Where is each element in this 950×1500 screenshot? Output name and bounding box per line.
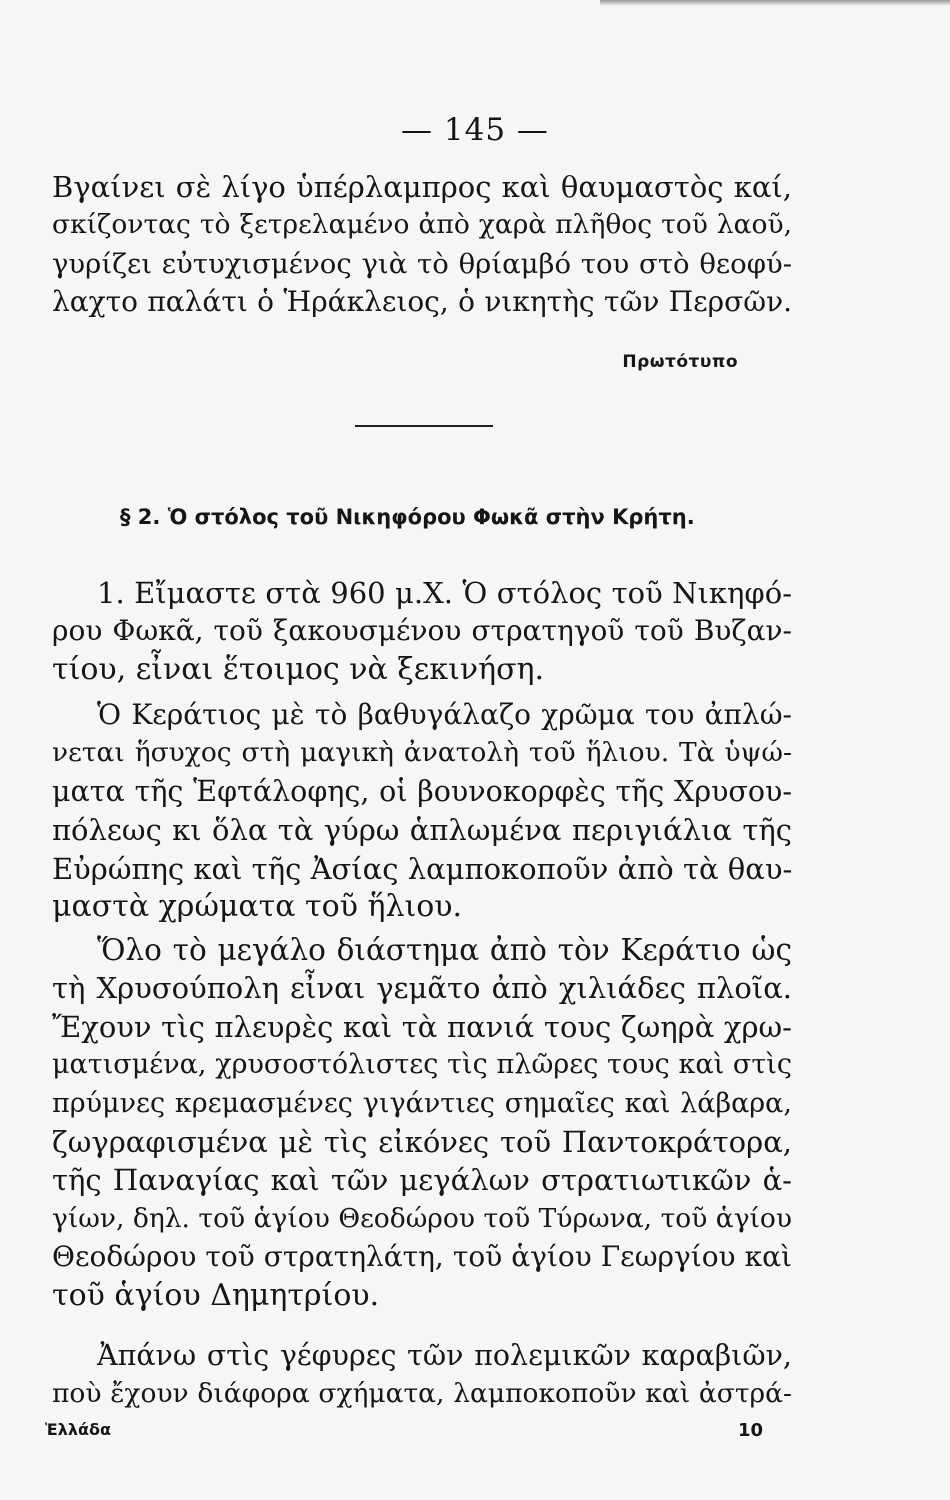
text-line: λαχτο παλάτι ὁ Ἡράκλειος, ὁ νικητὴς τῶν Περσῶν. [52,285,792,319]
text-line: ρου Φωκᾶ, τοῦ ξακουσμένου στρατηγοῦ τοῦ Βυζαν- [52,614,792,648]
footer-book-title: Ἑλλάδα [45,1420,111,1439]
text-line: ποὺ ἔχουν διάφορα σχήματα, λαμποκοποῦν καὶ ἀστρά- [52,1378,792,1410]
text-line: ζωγραφισμένα μὲ τὶς εἰκόνες τοῦ Παντοκράτορα, [52,1124,792,1159]
text-line: μαστὰ χρώματα τοῦ ἥλιου. [52,888,463,924]
text-line: ματισμένα, χρυσοστόλιστες τὶς πλῶρες τους καὶ στὶς [52,1049,792,1081]
paragraph-2 [52,696,792,926]
text-line: Ἀπάνω στὶς γέφυρες τῶν πολεμικῶν καραβιῶν, [97,1339,792,1372]
text-line: τῆς Παναγίας καὶ τῶν μεγάλων στρατιωτικῶν ἁ- [52,1163,792,1198]
text-line: πόλεως κι ὅλα τὰ γύρω ἁπλωμένα περιγιάλια τῆς [52,813,792,848]
intro-paragraph [52,168,792,322]
text-line: τοῦ ἁγίου Δημητρίου. [52,1277,380,1313]
source-caption: Πρωτότυπο [622,352,738,372]
text-line: τὴ Χρυσούπολη εἶναι γεμᾶτο ἀπὸ χιλιάδες πλοῖα. [52,971,792,1006]
text-line: Βγαίνει σὲ λίγο ὑπέρλαμπρος καὶ θαυμαστὸς καί, [52,170,792,204]
text-line: γυρίζει εὐτυχισμένος γιὰ τὸ θρίαμβό του στὸ θεοφύ- [52,247,792,280]
text-line: νεται ἥσυχος στὴ μαγικὴ ἀνατολὴ τοῦ ἥλιου. Τὰ ὑψώ- [52,737,792,769]
text-line: Εὐρώπης καὶ τῆς Ἀσίας λαμποκοποῦν ἀπὸ τὰ θαυ- [52,851,793,886]
text-line: Ἔχουν τὶς πλευρὲς καὶ τὰ πανιά τους ζωηρὰ χρω- [52,1009,792,1044]
text-line: Θεοδώρου τοῦ στρατηλάτη, τοῦ ἁγίου Γεωργίου καὶ [52,1240,792,1274]
text-line: σκίζοντας τὸ ξετρελαμένο ἀπὸ χαρὰ πλῆθος τοῦ λαοῦ, [52,209,792,241]
text-line: Ὁ Κεράτιος μὲ τὸ βαθυγάλαζο χρῶμα του ἀπλώ- [97,698,792,731]
text-line: γίων, δηλ. τοῦ ἁγίου Θεοδώρου τοῦ Τύρωνα, τοῦ ἁγίου [52,1202,792,1234]
text-line: Ὅλο τὸ μεγάλο διάστημα ἀπὸ τὸν Κεράτιο ὡς [97,933,792,967]
page-edge-shadow [600,0,950,6]
paragraph-3 [52,931,792,1315]
paragraph-1 [52,574,792,689]
section-divider [355,425,493,427]
text-line: ματα τῆς Ἑφτάλοφης, οἱ βουνοκορφὲς τῆς Χρυσου- [52,774,792,808]
text-line: πρύμνες κρεμασμένες γιγάντιες σημαῖες καὶ λάβαρα, [52,1087,792,1119]
text-line: 1. Εἴμαστε στὰ 960 μ.Χ. Ὁ στόλος τοῦ Νικηφό- [97,576,792,610]
paragraph-4 [52,1337,792,1414]
page-number: — 145 — [401,112,549,148]
section-heading: § 2. Ὁ στόλος τοῦ Νικηφόρου Φωκᾶ στὴν Κρήτη. [120,505,695,529]
text-line: τίου, εἶναι ἕτοιμος νὰ ξεκινήση. [52,651,545,687]
footer-signature-number: 10 [738,1420,764,1441]
